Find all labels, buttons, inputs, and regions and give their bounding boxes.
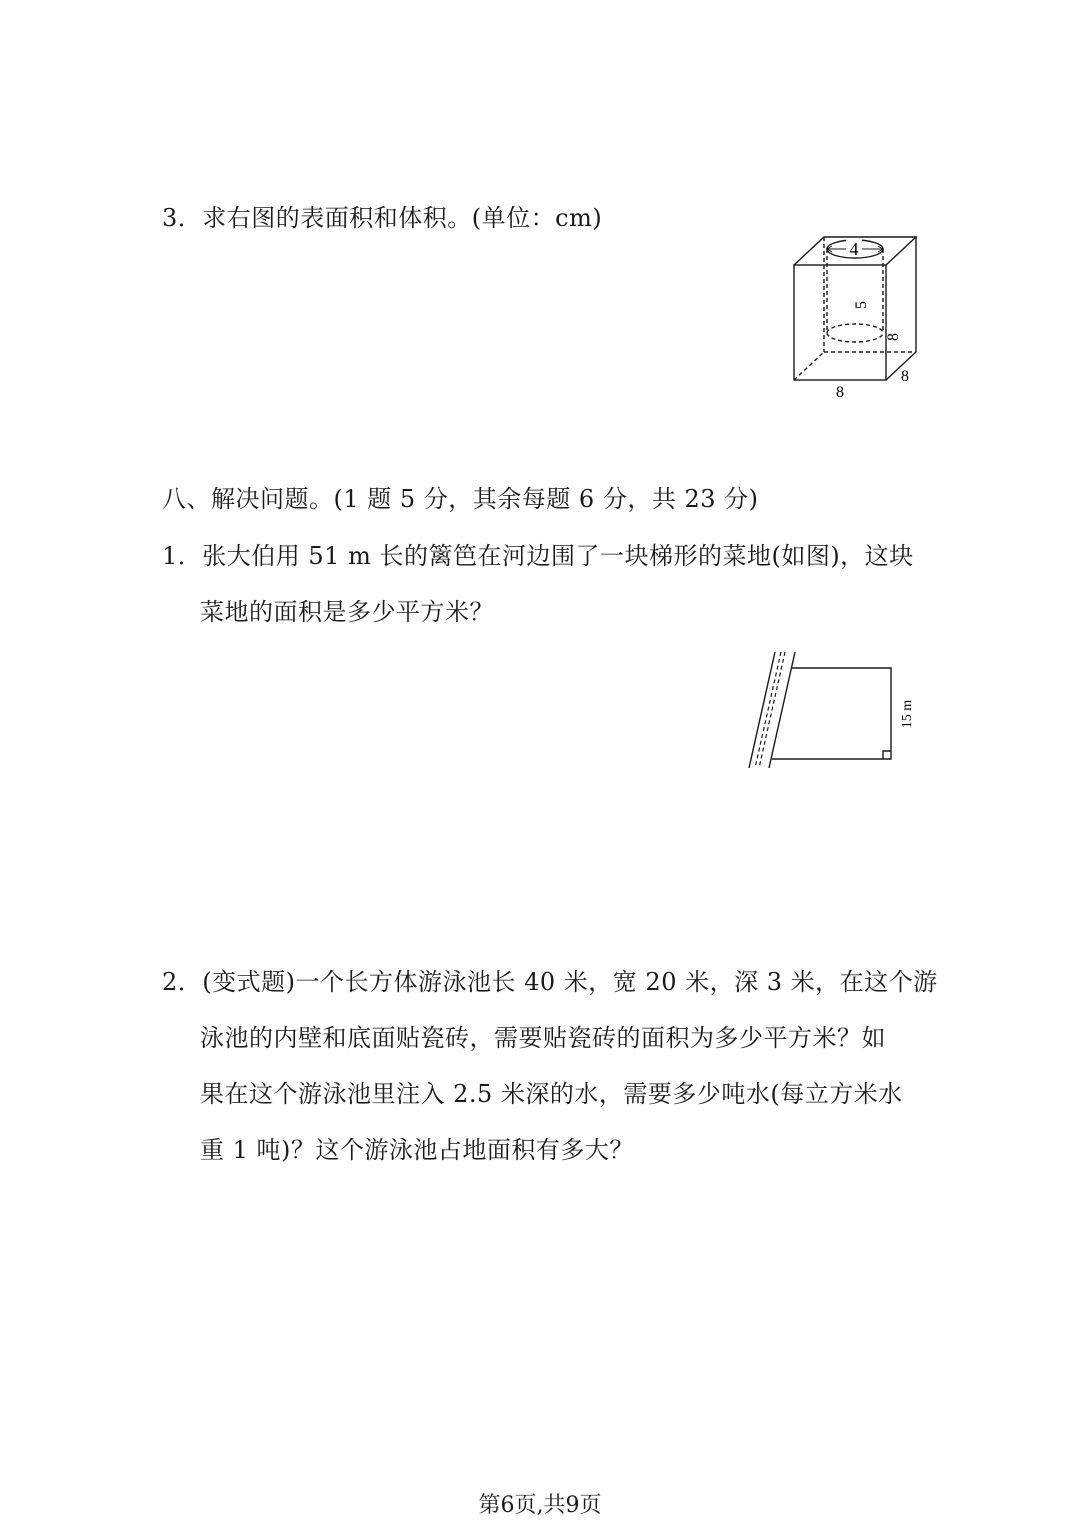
- label-diameter: 4: [849, 239, 859, 259]
- p2-line2: 泳池的内壁和底面贴瓷砖，需要贴瓷砖的面积为多少平方米？如: [200, 1024, 886, 1052]
- cube-cylinder-figure: [780, 225, 930, 405]
- label-edge-bottom: 8: [836, 384, 844, 401]
- page-footer: 第6页,共9页: [478, 1493, 602, 1518]
- section8-title: 八、解决问题。(1 题 5 分，其余每题 6 分，共 23 分): [162, 485, 759, 513]
- label-cylinder-height: 5: [853, 301, 870, 309]
- p2-line3: 果在这个游泳池里注入 2.5 米深的水，需要多少吨水(每立方米水: [200, 1080, 903, 1108]
- label-edge-right: 8: [885, 333, 902, 341]
- p1-line2: 菜地的面积是多少平方米？: [200, 598, 494, 626]
- p1-line1: 1．张大伯用 51 m 长的篱笆在河边围了一块梯形的菜地(如图)，这块: [162, 542, 914, 570]
- label-height: 15 m: [900, 699, 915, 729]
- q3-text: 3．求右图的表面积和体积。(单位：cm): [162, 204, 603, 232]
- label-edge-depth: 8: [901, 368, 909, 385]
- p2-line4: 重 1 吨)？这个游泳池占地面积有多大？: [200, 1136, 634, 1164]
- trapezoid-garden-figure: [745, 648, 925, 773]
- p2-line1: 2．(变式题)一个长方体游泳池长 40 米，宽 20 米，深 3 米，在这个游: [162, 968, 938, 996]
